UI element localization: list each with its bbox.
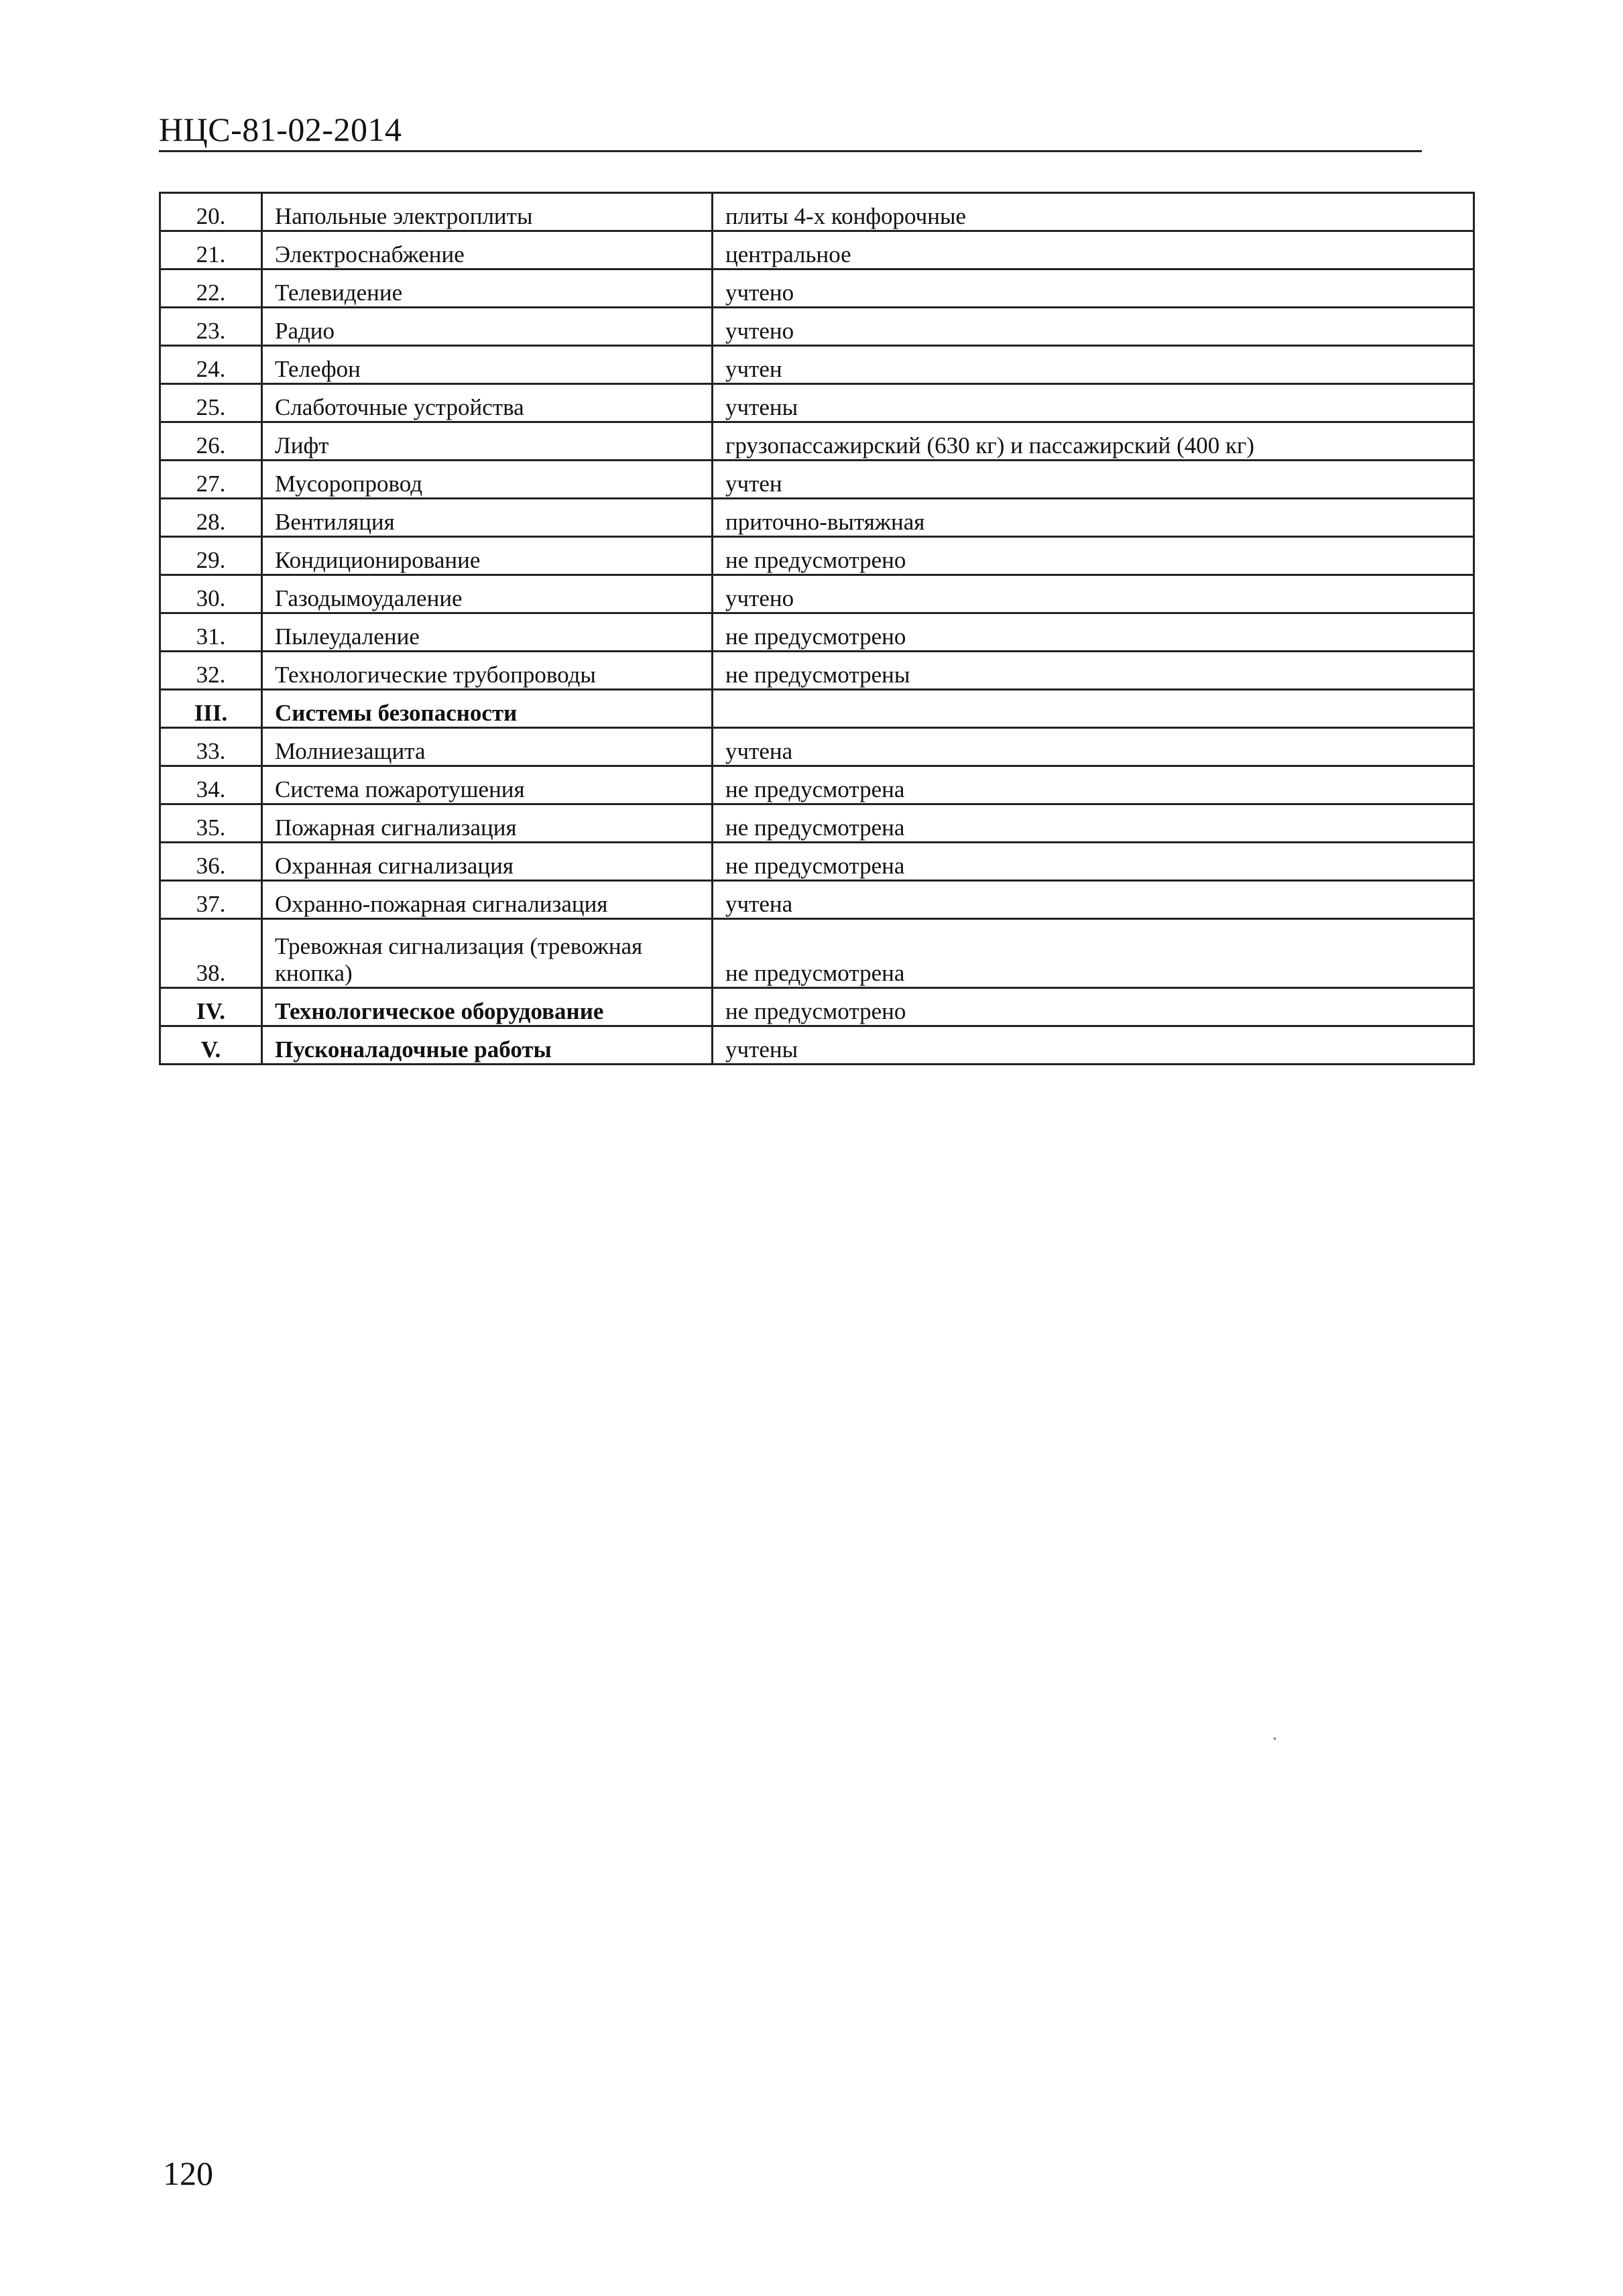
row-name-cell: Технологическое оборудование xyxy=(262,988,713,1026)
row-name-cell: Электроснабжение xyxy=(262,231,713,269)
row-number-cell: 34. xyxy=(160,766,262,804)
table-row xyxy=(160,308,1474,346)
table-row xyxy=(160,537,1474,575)
table-section-row xyxy=(160,1026,1474,1065)
document-code: НЦС-81-02-2014 xyxy=(159,111,402,148)
row-number-cell: 21. xyxy=(160,231,262,269)
row-number-cell: 30. xyxy=(160,575,262,613)
row-number-cell: 22. xyxy=(160,269,262,308)
table-row xyxy=(160,919,1474,988)
row-number-cell: 31. xyxy=(160,613,262,652)
table-row xyxy=(160,728,1474,766)
row-value-cell: учтена xyxy=(713,728,1474,766)
row-value-cell: учтены xyxy=(713,1026,1474,1065)
table-row xyxy=(160,461,1474,499)
row-value-cell: учтен xyxy=(713,461,1474,499)
row-number-cell: III. xyxy=(160,690,262,728)
row-name-cell: Мусоропровод xyxy=(262,461,713,499)
table-row xyxy=(160,499,1474,537)
table-row xyxy=(160,766,1474,804)
table-row xyxy=(160,881,1474,919)
table-row xyxy=(160,269,1474,308)
row-name-cell: Телевидение xyxy=(262,269,713,308)
row-value-cell xyxy=(713,690,1474,728)
row-number-cell: 20. xyxy=(160,193,262,231)
table-row xyxy=(160,346,1474,384)
row-value-cell: учтены xyxy=(713,384,1474,422)
specification-table-body xyxy=(160,193,1474,1065)
row-name-cell: Пусконаладочные работы xyxy=(262,1026,713,1065)
row-name-cell: Системы безопасности xyxy=(262,690,713,728)
row-number-cell: IV. xyxy=(160,988,262,1026)
row-value-cell: центральное xyxy=(713,231,1474,269)
row-value-cell: учтено xyxy=(713,575,1474,613)
row-value-cell: не предусмотрена xyxy=(713,843,1474,881)
row-value-cell: не предусмотрена xyxy=(713,766,1474,804)
row-name-cell: Лифт xyxy=(262,422,713,461)
specification-table xyxy=(159,192,1475,1065)
row-number-cell: 25. xyxy=(160,384,262,422)
table-row xyxy=(160,193,1474,231)
row-name-cell: Вентиляция xyxy=(262,499,713,537)
row-number-cell: 33. xyxy=(160,728,262,766)
row-number-cell: 29. xyxy=(160,537,262,575)
table-row xyxy=(160,231,1474,269)
row-name-cell: Газодымоудаление xyxy=(262,575,713,613)
row-name-cell: Охранная сигнализация xyxy=(262,843,713,881)
table-section-row xyxy=(160,988,1474,1026)
row-name-cell: Система пожаротушения xyxy=(262,766,713,804)
row-name-cell: Пылеудаление xyxy=(262,613,713,652)
row-number-cell: 38. xyxy=(160,919,262,988)
row-number-cell: 32. xyxy=(160,652,262,690)
row-name-cell: Технологические трубопроводы xyxy=(262,652,713,690)
table-section-row xyxy=(160,690,1474,728)
page-number: 120 xyxy=(163,2155,213,2192)
row-value-cell: приточно-вытяжная xyxy=(713,499,1474,537)
row-value-cell: грузопассажирский (630 кг) и пассажирский (400 кг) xyxy=(713,422,1474,461)
row-number-cell: V. xyxy=(160,1026,262,1065)
table-row xyxy=(160,843,1474,881)
row-name-cell: Молниезащита xyxy=(262,728,713,766)
row-name-cell: Напольные электроплиты xyxy=(262,193,713,231)
row-value-cell: не предусмотрено xyxy=(713,613,1474,652)
row-value-cell: не предусмотрено xyxy=(713,988,1474,1026)
row-number-cell: 28. xyxy=(160,499,262,537)
row-name-cell: Тревожная сигнализация (тревожная кнопка) xyxy=(262,919,713,988)
row-name-cell: Охранно-пожарная сигнализация xyxy=(262,881,713,919)
row-value-cell: учтен xyxy=(713,346,1474,384)
row-value-cell: учтена xyxy=(713,881,1474,919)
row-value-cell: не предусмотрена xyxy=(713,804,1474,843)
row-name-cell: Кондиционирование xyxy=(262,537,713,575)
header-rule xyxy=(159,150,1422,152)
row-number-cell: 26. xyxy=(160,422,262,461)
row-number-cell: 37. xyxy=(160,881,262,919)
row-number-cell: 36. xyxy=(160,843,262,881)
row-name-cell: Радио xyxy=(262,308,713,346)
row-value-cell: не предусмотрены xyxy=(713,652,1474,690)
table-row xyxy=(160,804,1474,843)
table-row xyxy=(160,613,1474,652)
row-number-cell: 27. xyxy=(160,461,262,499)
row-number-cell: 24. xyxy=(160,346,262,384)
row-name-cell: Пожарная сигнализация xyxy=(262,804,713,843)
row-name-cell: Слаботочные устройства xyxy=(262,384,713,422)
row-number-cell: 23. xyxy=(160,308,262,346)
table-row xyxy=(160,422,1474,461)
row-value-cell: учтено xyxy=(713,269,1474,308)
table-row xyxy=(160,575,1474,613)
row-number-cell: 35. xyxy=(160,804,262,843)
row-value-cell: не предусмотрено xyxy=(713,537,1474,575)
row-value-cell: не предусмотрена xyxy=(713,919,1474,988)
scan-speck xyxy=(1274,1738,1276,1740)
table-row xyxy=(160,384,1474,422)
row-value-cell: учтено xyxy=(713,308,1474,346)
row-value-cell: плиты 4-х конфорочные xyxy=(713,193,1474,231)
table-row xyxy=(160,652,1474,690)
row-name-cell: Телефон xyxy=(262,346,713,384)
